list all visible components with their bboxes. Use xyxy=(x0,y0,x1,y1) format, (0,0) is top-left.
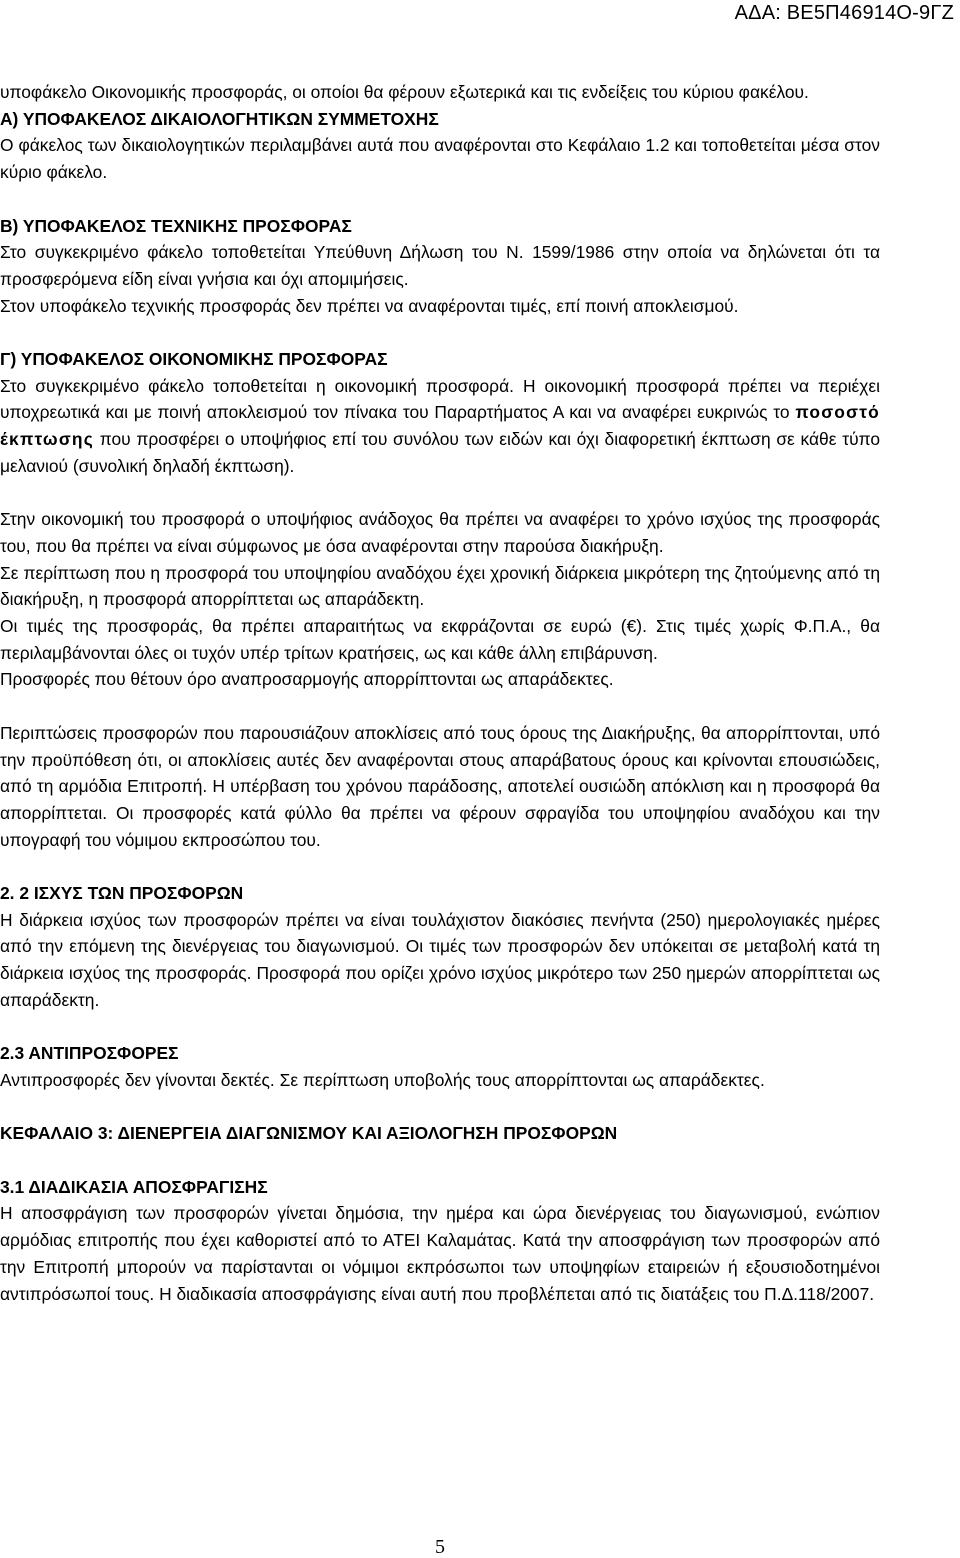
spacer xyxy=(0,1094,880,1121)
spacer xyxy=(0,693,880,720)
spacer xyxy=(0,853,880,880)
ada-code: ΑΔΑ: ΒΕ5Π46914Ο-9ΓΖ xyxy=(734,2,954,24)
document-body xyxy=(0,79,880,1307)
section-b-text-1: Στο συγκεκριμένο φάκελο τοποθετείται Υπεύθυνη Δήλωση του Ν. 1599/1986 στην οποία να δηλώνεται ότι τα προσφερόμενα είδη είναι γνήσια και όχι απομιμήσεις. xyxy=(0,242,880,289)
section-b-text-2: Στον υποφάκελο τεχνικής προσφοράς δεν πρέπει να αναφέρονται τιμές, επί ποινή αποκλεισμού. xyxy=(0,295,739,316)
readjustment-paragraph: Προσφορές που θέτουν όρο αναπροσαρμογής απορρίπτονται ως απαράδεκτες. xyxy=(0,669,614,690)
spacer xyxy=(0,480,880,507)
section-c-text-part2: που προσφέρει ο υποψήφιος επί του συνόλου των ειδών και όχι διαφορετική έκπτωση σε κάθε τύπο μελανιού (συνολική δηλαδή έκπτωση). xyxy=(0,429,880,476)
section-2-3-heading: 2.3 ΑΝΤΙΠΡΟΣΦΟΡΕΣ xyxy=(0,1043,179,1064)
section-b-heading: Β) ΥΠΟΦΑΚΕΛΟΣ ΤΕΧΝΙΚΗΣ ΠΡΟΣΦΟΡΑΣ xyxy=(0,215,352,236)
section-a-text: Ο φάκελος των δικαιολογητικών περιλαμβάνει αυτά που αναφέρονται στο Κεφάλαιο 1.2 και τοποθετείται μέσα στον κύριο φάκελο. xyxy=(0,135,880,183)
section-3-1-heading: 3.1 ΔΙΑΔΙΚΑΣΙΑ ΑΠΟΣΦΡΑΓΙΣΗΣ xyxy=(0,1176,268,1197)
deviations-paragraph: Περιπτώσεις προσφορών που παρουσιάζουν αποκλίσεις από τους όρους της Διακήρυξης, θα απορρίπτονται, υπό την προϋπόθεση ότι, οι αποκλίσεις αυτές δεν αναφέρονται στους απαράβατους όρους και κρίνονται επουσιώδεις, από τη αρμόδια Επιτροπή. Η υπέρβαση του χρόνου παράδοσης, αποτελεί ουσιώδη απόκλιση και η προσφορά θα απορρίπτεται. Οι προσφορές κατά φύλλο θα πρέπει να φέρουν σφραγίδα του υποψηφίου αναδόχου και την υπογραφή του νόμιμου εκπροσώπου του. xyxy=(0,722,880,850)
section-2-2-heading: 2. 2 ΙΣΧΥΣ ΤΩΝ ΠΡΟΣΦΟΡΩΝ xyxy=(0,883,244,904)
page-number: 5 xyxy=(435,1536,445,1558)
section-c-heading: Γ) ΥΠΟΦΑΚΕΛΟΣ ΟΙΚΟΝΟΜΙΚΗΣ ΠΡΟΣΦΟΡΑΣ xyxy=(0,349,388,369)
section-2-2-text: Η διάρκεια ισχύος των προσφορών πρέπει να είναι τουλάχιστον διακόσιες πενήντα (250) ημερολογιακές ημέρες από την επόμενη της διενέργειας του διαγωνισμού. Οι τιμές των προσφορών δεν υπόκειται σε μεταβολή κατά τη διάρκεια ισχύος της προσφοράς. Προσφορά που ορίζει χρόνο ισχύος μικρότερο των 250 ημερών απορρίπτεται ως απαράδεκτη. xyxy=(0,909,880,1010)
spacer xyxy=(0,1014,880,1041)
section-2-3-text: Αντιπροσφορές δεν γίνονται δεκτές. Σε περίπτωση υποβολής τους απορρίπτονται ως απαράδεκτες. xyxy=(0,1069,765,1090)
chapter-3-heading: ΚΕΦΑΛΑΙΟ 3: ΔΙΕΝΕΡΓΕΙΑ ΔΙΑΓΩΝΙΣΜΟΥ ΚΑΙ ΑΞΙΟΛΟΓΗΣΗ ΠΡΟΣΦΟΡΩΝ xyxy=(0,1123,618,1144)
spacer xyxy=(0,186,880,213)
section-c-text-part1: Στο συγκεκριμένο φάκελο τοποθετείται η οικονομική προσφορά. Η οικονομική προσφορά πρέπει να περιέχει υποχρεωτικά και με ποινή αποκλεισμού τον πίνακα του Παραρτήματος Α και να αναφέρει ευκρινώς το xyxy=(0,375,880,423)
spacer xyxy=(0,1147,880,1174)
section-3-1-text: Η αποσφράγιση των προσφορών γίνεται δημόσια, την ημέρα και ώρα διενέργειας του διαγωνισμού, ενώπιον αρμόδιας επιτροπής που έχει καθοριστεί από το ΑΤΕΙ Καλαμάτας. Κατά την αποσφράγιση των προσφορών από την Επιτροπή μπορούν να παρίστανται οι νόμιμοι εκπρόσωποι των υποψηφίων εταιρειών ή εξουσιοδοτημένοι αντιπρόσωποί τους. Η διαδικασία αποσφράγισης είναι αυτή που προβλέπεται από τις διατάξεις του Π.Δ.118/2007. xyxy=(0,1203,880,1304)
section-a-heading: Α) ΥΠΟΦΑΚΕΛΟΣ ΔΙΚΑΙΟΛΟΓΗΤΙΚΩΝ ΣΥΜΜΕΤΟΧΗΣ xyxy=(0,108,439,129)
validity-paragraph-2: Σε περίπτωση που η προσφορά του υποψηφίου αναδόχου έχει χρονική διάρκεια μικρότερη της ζητούμενης από τη διακήρυξη, η προσφορά απορρίπτεται ως απαράδεκτη. xyxy=(0,562,880,610)
discount-percentage-emphasis: ποσοστό έκπτωσης xyxy=(0,402,880,450)
intro-paragraph: υποφάκελο Οικονομικής προσφοράς, οι οποίοι θα φέρουν εξωτερικά και τις ενδείξεις του κύριου φακέλου. xyxy=(0,82,809,102)
spacer xyxy=(0,319,880,346)
prices-paragraph: Οι τιμές της προσφοράς, θα πρέπει απαραιτήτως να εκφράζονται σε ευρώ (€). Στις τιμές χωρίς Φ.Π.Α., θα περιλαμβάνονται όλες οι τυχόν υπέρ τρίτων κρατήσεις, ως και κάθε άλλη επιβάρυνση. xyxy=(0,616,880,663)
validity-paragraph-1: Στην οικονομική του προσφορά ο υποψήφιος ανάδοχος θα πρέπει να αναφέρει το χρόνο ισχύος της προσφοράς του, που θα πρέπει να είναι σύμφωνος με όσα αναφέρονται στην παρούσα διακήρυξη. xyxy=(0,509,880,556)
section-c-text xyxy=(0,373,880,480)
